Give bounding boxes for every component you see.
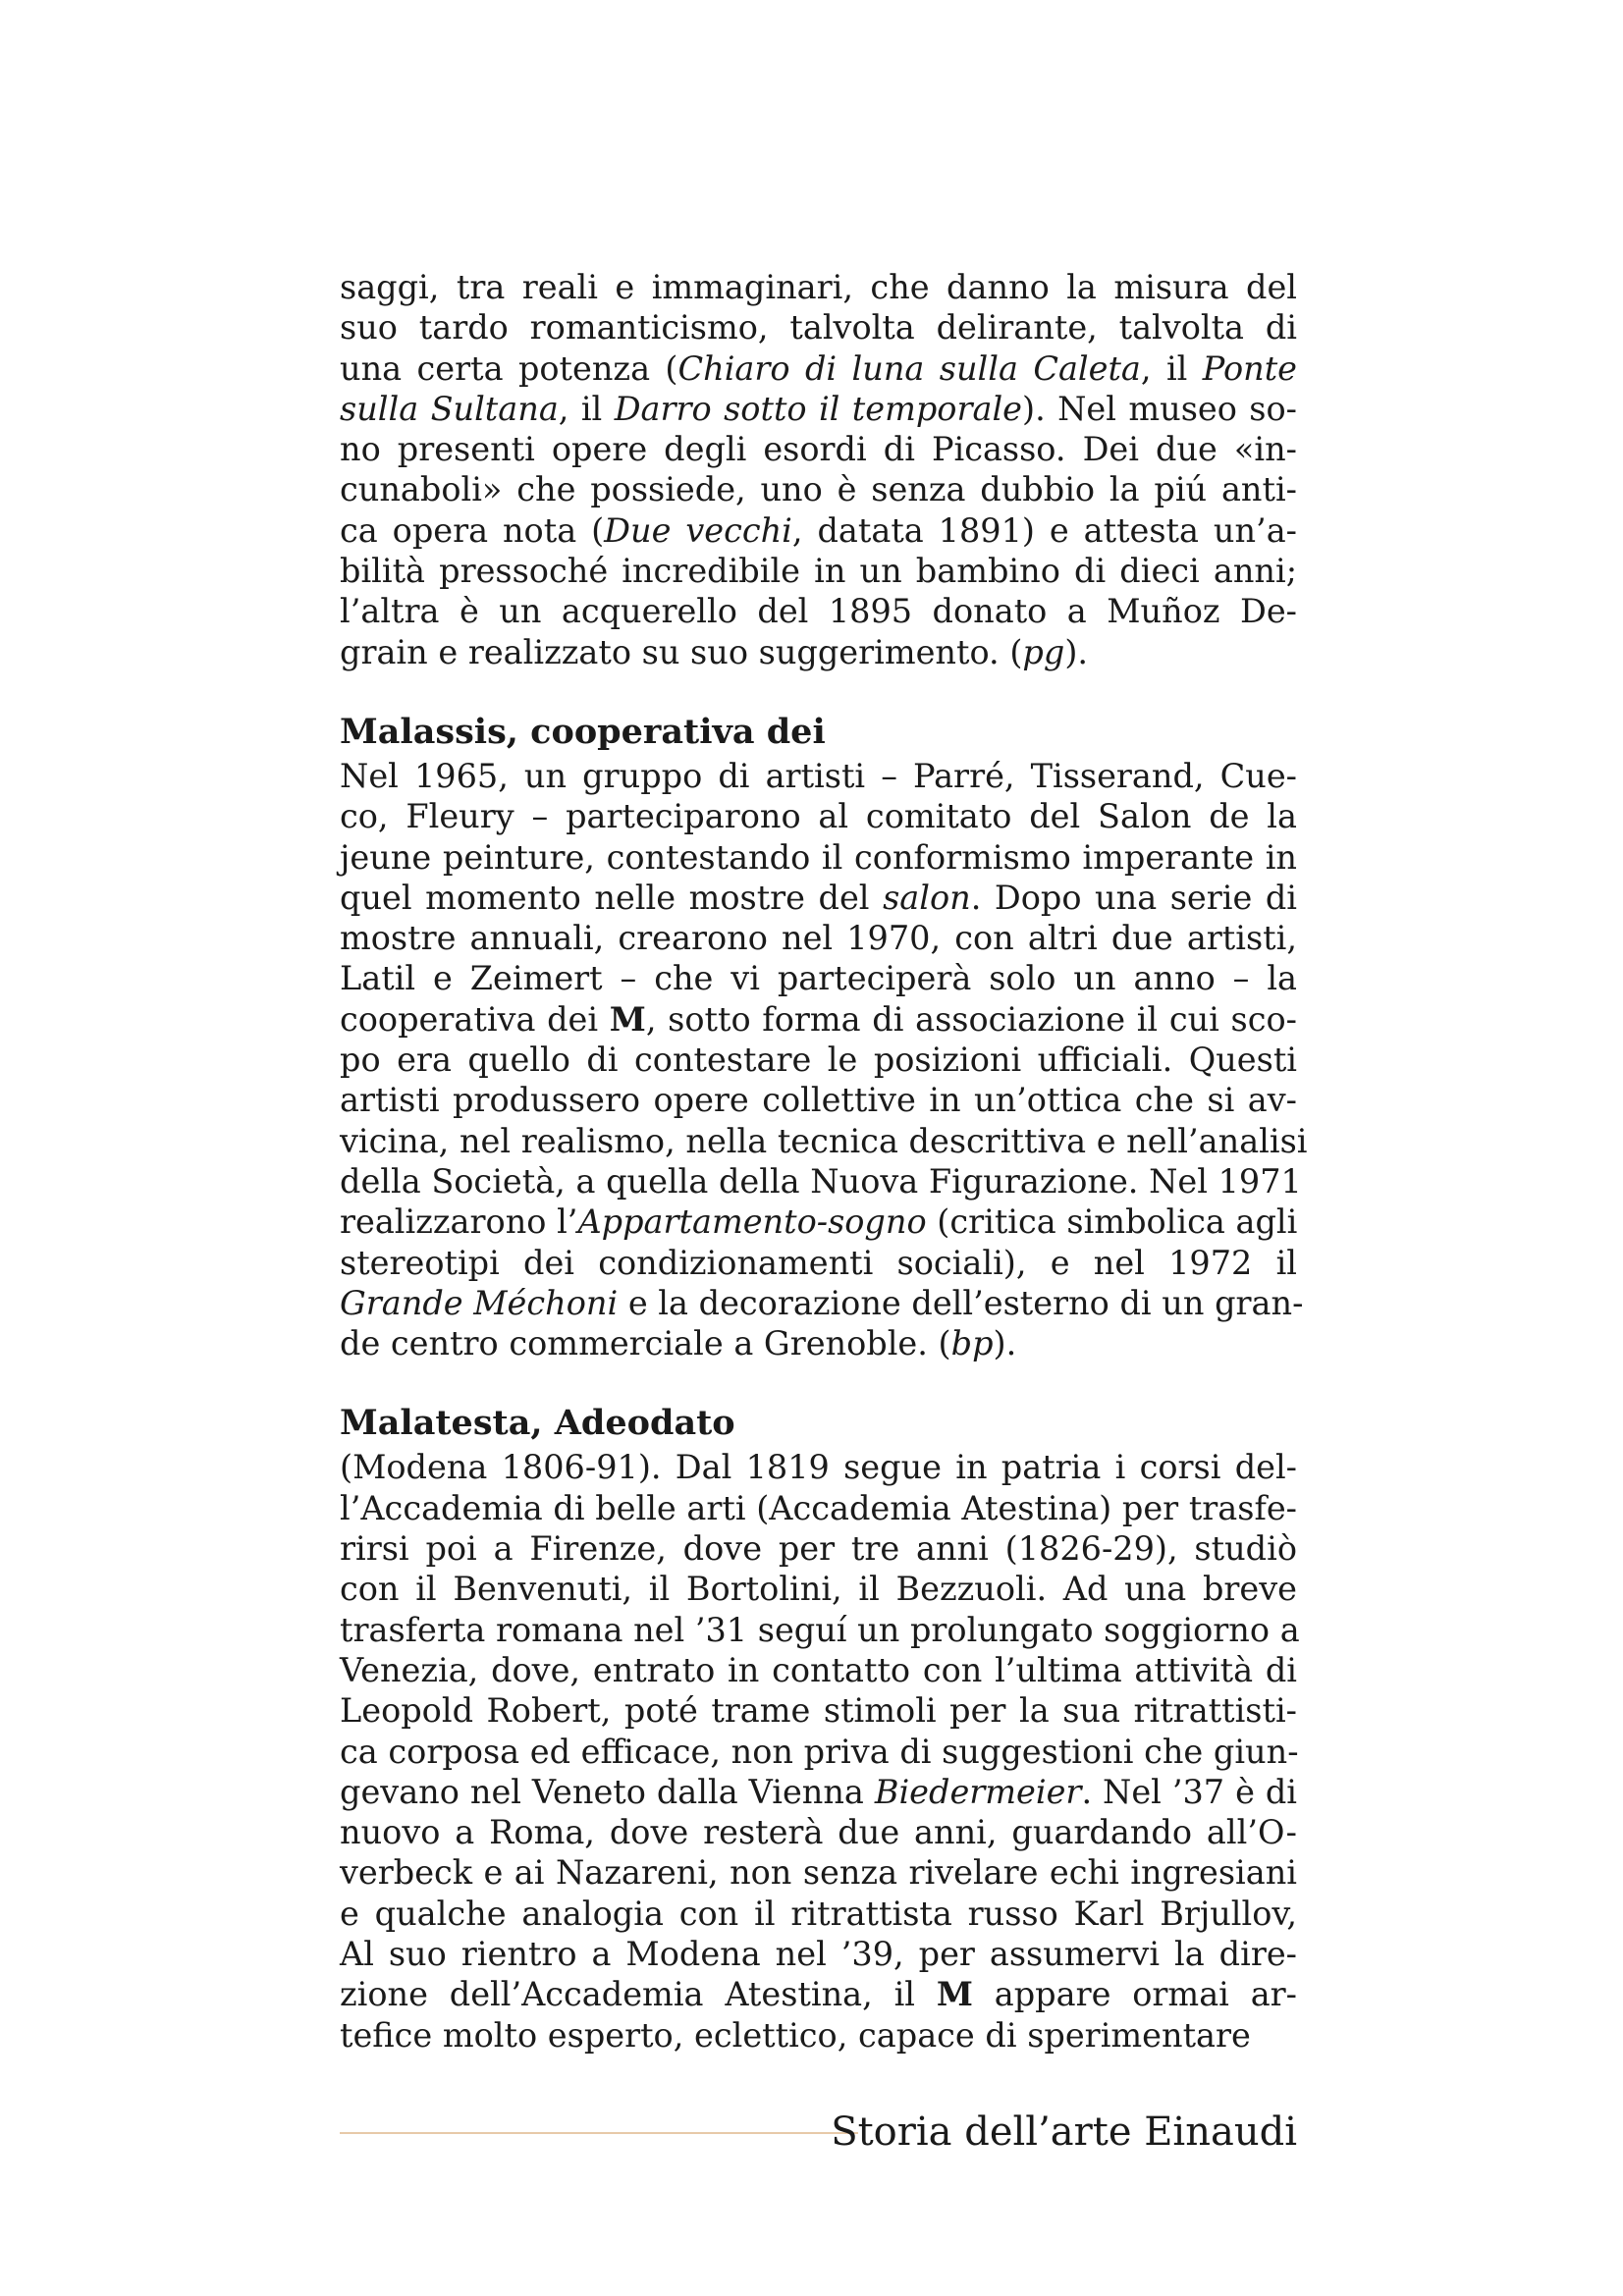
text-line xyxy=(340,1243,1297,1283)
text-line xyxy=(340,1201,1297,1242)
text-run: gevano nel Veneto dalla Vienna xyxy=(340,1772,875,1811)
text-run: rirsi poi a Firenze, dove per tre anni (1826-29), studiò xyxy=(340,1529,1297,1569)
italic-run: sulla Sultana xyxy=(340,389,559,428)
text-run: no presenti opere degli esordi di Picasso. Dei due «in- xyxy=(340,430,1297,469)
italic-run: Darro sotto il temporale xyxy=(614,389,1022,428)
continuation-paragraph xyxy=(340,267,1297,672)
text-run: (critica simbolica agli xyxy=(926,1202,1298,1242)
text-line xyxy=(340,918,1297,958)
text-run: appare ormai ar- xyxy=(972,1975,1297,2014)
text-run: realizzarono l’ xyxy=(340,1202,578,1242)
text-line xyxy=(340,429,1297,469)
text-run: tefice molto esperto, eclettico, capace di sperimentare xyxy=(340,2015,1251,2055)
text-run: bilità pressoché incredibile in un bambino di dieci anni; xyxy=(340,552,1297,591)
text-run: Al suo rientro a Modena nel ’39, per assumervi la dire- xyxy=(340,1934,1297,1973)
text-run: . Dopo una serie di xyxy=(970,878,1297,917)
text-line xyxy=(340,632,1297,672)
text-run: mostre annuali, crearono nel 1970, con altri due artisti, xyxy=(340,919,1297,958)
text-line xyxy=(340,796,1297,836)
text-run: , sotto forma di associazione il cui sco- xyxy=(645,999,1297,1039)
text-run: saggi, tra reali e immaginari, che danno la misura del xyxy=(340,268,1297,306)
italic-run: Due vecchi xyxy=(604,510,792,550)
text-run: vicina, nel realismo, nella tecnica descrittiva e nell’analisi xyxy=(340,1121,1308,1160)
text-line xyxy=(340,267,1297,307)
italic-run: Biedermeier xyxy=(874,1772,1082,1811)
text-line xyxy=(340,1610,1300,1650)
text-run: cooperativa dei xyxy=(340,999,610,1039)
entry-heading: Malatesta, Adeodato xyxy=(340,1403,735,1444)
text-line xyxy=(340,1690,1297,1731)
entry-malassis xyxy=(340,711,1308,1363)
italic-run: Grande Méchoni xyxy=(340,1283,619,1322)
text-run: e qualche analogia con il ritrattista russo Karl Brjullov, xyxy=(340,1894,1297,1933)
text-line xyxy=(340,1488,1297,1528)
text-line xyxy=(340,1283,1304,1323)
text-run: trasferta romana nel ’31 seguí un prolungato soggiorno a xyxy=(340,1610,1300,1649)
text-run: . Nel ’37 è di xyxy=(1081,1772,1298,1811)
footer-rule xyxy=(340,2132,858,2134)
text-run: zione dell’Accademia Atestina, il xyxy=(340,1975,937,2014)
italic-run: Ponte xyxy=(1202,348,1298,388)
text-line xyxy=(340,389,1297,429)
bold-run: M xyxy=(936,1975,973,2014)
bold-run: M xyxy=(609,999,646,1039)
text-line xyxy=(340,1569,1297,1609)
text-run: ca corposa ed efficace, non priva di suggestioni che giun- xyxy=(340,1732,1299,1771)
text-run: (Modena 1806-91). Dal 1819 segue in patria i corsi del- xyxy=(340,1448,1297,1487)
italic-run: salon xyxy=(883,878,971,917)
text-run: quel momento nelle mostre del xyxy=(340,878,884,917)
entry-malatesta xyxy=(340,1402,1300,2055)
text-run: artisti produssero opere collettive in un’ottica che si av- xyxy=(340,1081,1297,1120)
entry-heading: Malassis, cooperativa dei xyxy=(340,711,826,752)
text-run: suo tardo romanticismo, talvolta delirante, talvolta di xyxy=(340,308,1297,347)
text-run: della Società, a quella della Nuova Figurazione. Nel 1971 xyxy=(340,1161,1302,1201)
text-run: con il Benvenuti, il Bortolini, il Bezzuoli. Ad una breve xyxy=(340,1570,1297,1609)
text-run: ). xyxy=(993,1324,1017,1363)
footer-title: Storia dell’arte Einaudi xyxy=(831,2109,1297,2155)
text-run: ). xyxy=(1064,632,1089,671)
text-line xyxy=(340,958,1297,998)
text-column xyxy=(340,267,1308,2056)
text-run: ca opera nota ( xyxy=(340,510,605,550)
entry-body xyxy=(340,1447,1300,2055)
text-line xyxy=(340,1080,1297,1120)
text-line xyxy=(340,307,1297,347)
text-run: Leopold Robert, poté trame stimoli per la sua ritrattisti- xyxy=(340,1691,1297,1731)
text-line xyxy=(340,1852,1297,1893)
text-run: Latil e Zeimert – che vi parteciperà solo un anno – la xyxy=(340,959,1297,998)
italic-run: Appartamento-sogno xyxy=(577,1202,927,1242)
text-line xyxy=(340,1772,1297,1812)
text-line xyxy=(340,1121,1308,1161)
text-line xyxy=(340,1812,1297,1852)
text-run: Venezia, dove, entrato in contatto con l’ultima attività di xyxy=(340,1650,1297,1689)
text-line xyxy=(340,1447,1297,1487)
entry-body xyxy=(340,756,1308,1363)
text-line xyxy=(340,837,1297,878)
page-footer xyxy=(340,2103,1297,2162)
text-line xyxy=(340,1040,1297,1080)
text-run: stereotipi dei condizionamenti sociali), e nel 1972 il xyxy=(340,1243,1297,1282)
italic-run: Chiaro di luna sulla Caleta xyxy=(677,348,1141,388)
text-line xyxy=(340,469,1297,509)
text-line xyxy=(340,999,1297,1040)
text-line xyxy=(340,1528,1297,1569)
italic-run: bp xyxy=(950,1324,994,1363)
text-run: cunaboli» che possiede, uno è senza dubbio la piú anti- xyxy=(340,470,1297,509)
text-line xyxy=(340,1934,1297,1974)
text-line xyxy=(340,878,1297,918)
text-line xyxy=(340,1323,1297,1363)
text-line xyxy=(340,348,1297,389)
text-run: l’Accademia di belle arti (Accademia Atestina) per trasfe- xyxy=(340,1488,1297,1527)
text-line xyxy=(340,591,1297,631)
text-line xyxy=(340,1974,1297,2014)
text-run: ). Nel museo so- xyxy=(1022,389,1297,428)
text-run: , datata 1891) e attesta un’a- xyxy=(791,510,1297,550)
text-line xyxy=(340,1894,1297,1934)
text-run: grain e realizzato su suo suggerimento. ( xyxy=(340,632,1023,671)
text-line xyxy=(340,1650,1297,1690)
text-run: de centro commerciale a Grenoble. ( xyxy=(340,1324,951,1363)
text-run: jeune peinture, contestando il conformismo imperante in xyxy=(340,837,1297,877)
text-run: co, Fleury – parteciparono al comitato del Salon de la xyxy=(340,797,1297,836)
text-line xyxy=(340,551,1297,591)
italic-run: pg xyxy=(1022,632,1065,671)
text-run: po era quello di contestare le posizioni ufficiali. Questi xyxy=(340,1041,1297,1080)
text-line xyxy=(340,756,1297,796)
text-line xyxy=(340,1732,1297,1772)
text-line xyxy=(340,510,1297,551)
text-run: , il xyxy=(558,389,615,428)
text-run: una certa potenza ( xyxy=(340,348,678,388)
text-run: , il xyxy=(1140,348,1203,388)
text-run: e la decorazione dell’esterno di un gran- xyxy=(618,1283,1304,1322)
text-run: verbeck e ai Nazareni, non senza rivelare echi ingresiani xyxy=(340,1853,1297,1893)
text-run: nuovo a Roma, dove resterà due anni, guardando all’O- xyxy=(340,1813,1297,1852)
text-run: l’altra è un acquerello del 1895 donato a Muñoz De- xyxy=(340,592,1297,631)
text-run: Nel 1965, un gruppo di artisti – Parré, Tisserand, Cue- xyxy=(340,756,1297,795)
text-line xyxy=(340,2015,1297,2056)
text-line xyxy=(340,1161,1302,1201)
